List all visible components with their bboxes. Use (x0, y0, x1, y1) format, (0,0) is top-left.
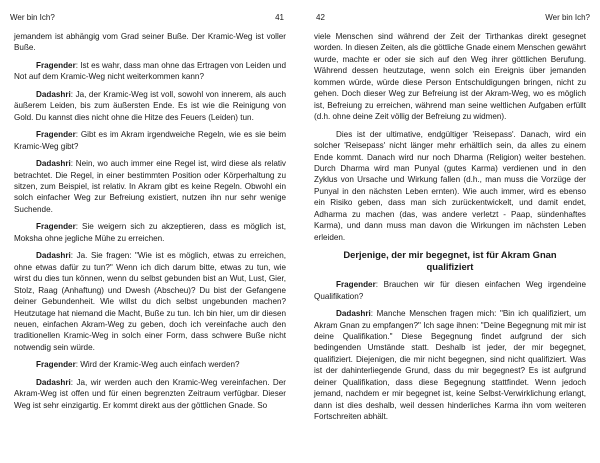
page-header (310, 13, 590, 31)
paragraph-text: : Ja, der Kramic-Weg ist voll, sowohl von innerem, als auch äußerem Leiden, bis zum äußersten Ende. Es ist wie die Reinigung von Gold. Du kannst dies nicht ohne die Hitze des Feuers (Leiden) tun. (14, 89, 286, 122)
paragraph-text: : Ja, wir werden auch den Kramic-Weg vereinfachen. Der Akram-Weg ist offen und für einen begrenzten Zeitraum verfügbar. Dieser Weg ist sehr einzigartig. Er kommt direkt aus der göttlichen Gnade. So (14, 377, 286, 410)
page-number: 42 (316, 13, 325, 22)
paragraphs-after-heading (314, 279, 586, 422)
speaker-name: Dadashri (36, 89, 71, 99)
speaker-name: Dadashri (36, 377, 71, 387)
page-body (310, 31, 590, 423)
paragraph-text: : Sie weigern sich zu akzeptieren, dass es möglich ist, Moksha ohne jegliche Mühe zu erreichen. (14, 222, 286, 243)
speaker-name: Fragender (36, 60, 76, 70)
paragraph (14, 250, 286, 353)
section-heading: Derjenige, der mir begegnet, ist für Akram Gnan qualifiziert (343, 249, 557, 272)
paragraph-text: : Ist es wahr, dass man ohne das Ertragen von Leiden und Not auf dem Kramic-Weg nicht weiterkommen kann? (14, 60, 286, 82)
paragraph (14, 89, 286, 123)
page-header (10, 13, 290, 31)
paragraph (314, 31, 586, 123)
paragraph (14, 60, 286, 83)
speaker-name: Fragender (336, 280, 376, 290)
running-title: Wer bin Ich? (10, 13, 55, 22)
paragraph (314, 129, 586, 244)
paragraph-text: : Ja. Sie fragen: "Wie ist es möglich, etwas zu erreichen, ohne etwas dafür zu tun?" Wenn ich dich darum bitte, etwas zu tun, wie wirst du dies tun können, wenn du selbst gebunden bist an Wut, Lust, Gier, Stolz, Raag (Anhaftung) und Dwesh (Abscheu)? Du bist der Gefangene deiner Gebundenheit. Wie willst du dich selbst ungebunden machen? Heutzutage hat niemand die Macht, Buße zu tun. Ich bin hier, um dir diesen neuen, einfachen Akram-Weg zu geben, doch ich vereinfache auch den traditionellen Kramic-Weg in solch einer Form, dass schwere Buße nicht notwendig sein würde. (14, 251, 286, 352)
speaker-name: Dadashri (36, 251, 71, 261)
page-number: 41 (275, 13, 284, 22)
paragraph (314, 279, 586, 302)
paragraph-text: : Wird der Kramic-Weg auch einfach werden? (75, 360, 240, 370)
paragraph (14, 31, 286, 54)
paragraph (14, 158, 286, 215)
paragraph-text: Dies ist der ultimative, endgültiger 'Reisepass'. Danach, wird ein solcher 'Reisepass' nicht länger mehr erhältlich sein, da alles zu einem Ende kommt. Danach wird nur noch Dharma (Religion) weiter bestehen. Durch Dharma wird man Punyal (gutes Karma) verdienen und in den Zyklus von Ursache und Wirkung fallen (d.h., man muss die Vorzüge der Punyal in den nächsten Leben ernten). Wie auch immer, wird es ebenso ein Risiko geben, dass man sich zurückentwickelt, und damit endet, Adharma zu machen (das, was andere verletzt - Paap, sündenhaftes Karma), und dann muss man davon die Wirkungen im nächsten Leben erleiden. (314, 129, 586, 242)
paragraph-text: viele Menschen sind während der Zeit der Tirthankas direkt gesegnet worden. In diesen Zeiten, als die göttliche Gnade einem Menschen gewährt wurde, machte er oder sie sich auf den Weg ihrer göttlichen Berufung. Während dessen heutzutage, wenn solch ein Ereignis über jemanden kommen würde, würde diese Person Entschuldigungen bringen, nicht zu gehen. Doch dieser Weg zur Befreiung ist der Akram-Weg, wo es möglich ist, Befreiung zu erreichen, während man seine weltlichen Aufgaben erfüllt (d.h. ohne deine Zeit völlig der Befreiung zu widmen). (314, 32, 586, 122)
left-page (10, 0, 290, 463)
paragraph (14, 359, 286, 370)
speaker-name: Fragender (36, 130, 76, 140)
paragraph (14, 377, 286, 411)
running-title: Wer bin Ich? (545, 13, 590, 22)
paragraph-text: jemandem ist abhängig vom Grad seiner Buße. Der Kramic-Weg ist voller Buße. (14, 32, 286, 53)
paragraph-text: : Gibt es im Akram irgendweiche Regeln, wie es sie beim Kramic-Weg gibt? (14, 130, 286, 151)
paragraph (14, 129, 286, 152)
speaker-name: Fragender (36, 360, 76, 370)
speaker-name: Dadashri (36, 159, 71, 169)
paragraph-text: : Manche Menschen fragen mich: "Bin ich qualifiziert, um Akram Gnan zu empfangen?" Ich sage ihnen: "Deine Begegnung mit mir ist deine Qualifikation." Diese Begegnung findet aufgrund der sich bedingenden Umstände statt. Deshalb ist jeder, der mir begegnet, qualifiziert. Diejenigen, die mir nicht begegnen, sind nicht qualifiziert. Was ist der dahinterliegende Grund, dass du mir begegnest? Es ist aufgrund deiner Qualifikation, dass diese Begegnung stattfindet. Wenn jedoch jemand, nachdem er mir begegnet ist, keine Selbst-Verwirklichung erlangt, dann ist dies deshalb, weil dessen hinderliches Karma ihn vom weiteren Fortschreiten abhält. (314, 309, 586, 422)
paragraph-text: : Nein, wo auch immer eine Regel ist, wird diese als relativ betrachtet. Die Regel, in einer bestimmten Position oder Körperhaltung zu sitzen, zum Beispiel, ist relativ. In Akram gibt es keine Regeln. Obwohl ein solch einfacher Weg zur Befreiung existiert, nutzen ihn nur sehr wenige Suchende. (14, 159, 286, 214)
paragraphs-before-heading (314, 31, 586, 243)
paragraph-text: : Brauchen wir für diesen einfachen Weg irgendeine Qualifikation? (314, 280, 586, 301)
page-body (10, 31, 290, 411)
speaker-name: Fragender (36, 222, 76, 232)
right-page (310, 0, 590, 463)
paragraph (314, 308, 586, 423)
paragraph (14, 221, 286, 244)
speaker-name: Dadashri (336, 309, 371, 319)
